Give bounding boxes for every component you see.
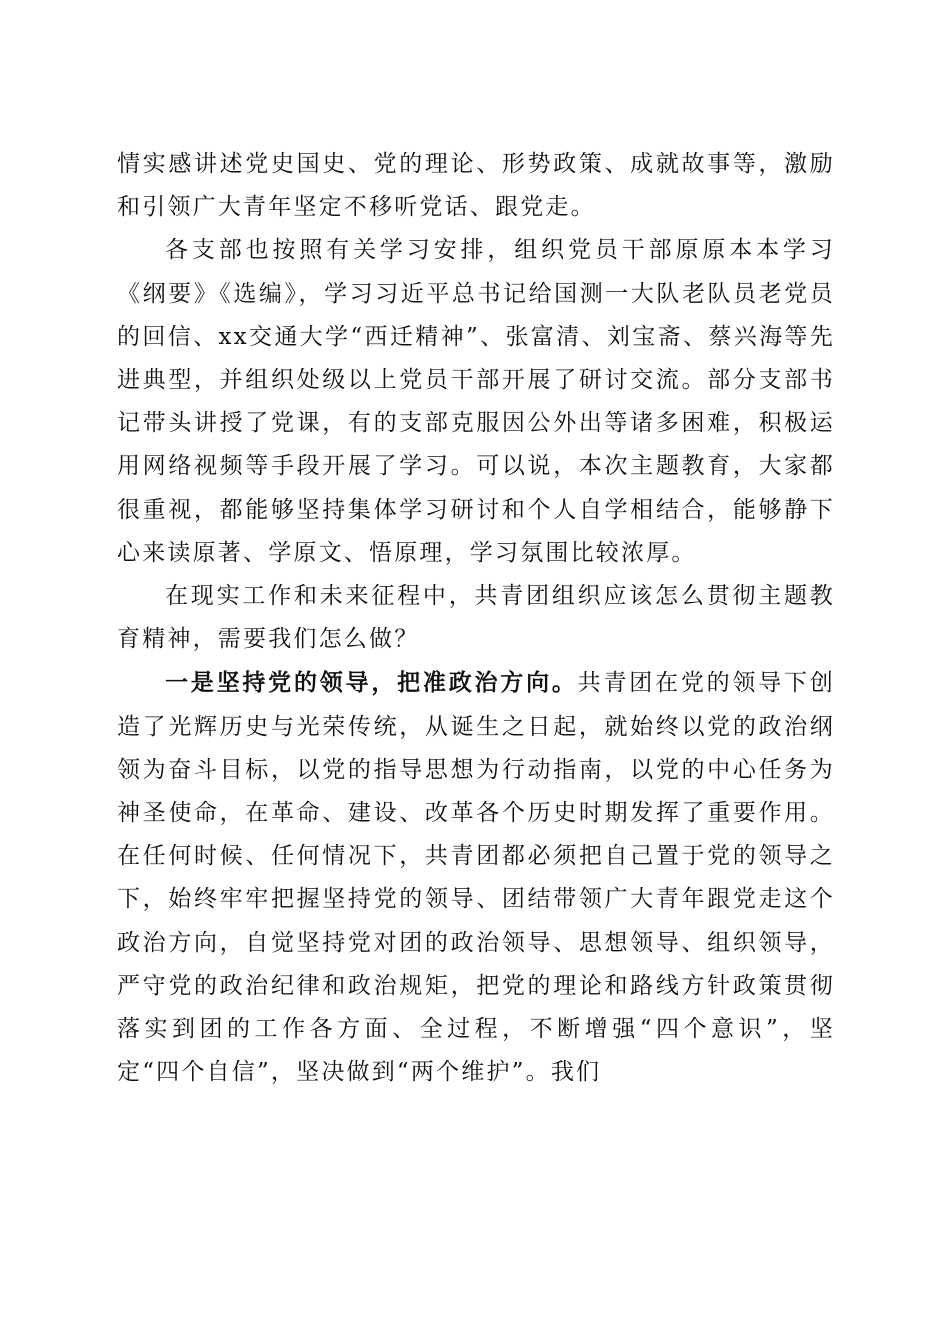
paragraph-question xyxy=(117,575,835,661)
paragraph-text: 共青团在党的领导下创造了光辉历史与光荣传统，从诞生之日起，就始终以党的政治纲领为奋斗目标，以党的指导思想为行动指南，以党的中心任务为神圣使命，在革命、建设、改革各个历史时期发挥了重要作用。在任何时候、任何情况下，共青团都必须把自己置于党的领导之下，始终牢牢把握坚持党的领导、团结带领广大青年跟党走这个政治方向，自觉坚持党对团的政治领导、思想领导、组织领导，严守党的政治纪律和政治规矩，把党的理论和路线方针政策贯彻落实到团的工作各方面、全过程，不断增强“四个意识”，坚定“四个自信”，坚决做到“两个维护”。我们 xyxy=(117,670,835,1086)
paragraph-text: 情实感讲述党史国史、党的理论、形势政策、成就故事等，激励和引领广大青年坚定不移听党话、跟党走。 xyxy=(117,151,835,221)
document-body xyxy=(117,143,835,1094)
paragraph-text: 在现实工作和未来征程中，共青团组织应该怎么贯彻主题教育精神，需要我们怎么做？ xyxy=(117,583,835,653)
paragraph-intro-continuation xyxy=(117,143,835,229)
paragraph-lead-heading: 一是坚持党的领导，把准政治方向。 xyxy=(165,669,578,697)
paragraph-point-one xyxy=(117,661,835,1094)
paragraph-branch-study xyxy=(117,229,835,575)
paragraph-text: 各支部也按照有关学习安排，组织党员干部原原本本学习《纲要》《选编》，学习习近平总书记给国测一大队老队员老党员的回信、xx交通大学“西迁精神”、张富清、刘宝斋、蔡兴海等先进典型，并组织处级以上党员干部开展了研讨交流。部分支部书记带头讲授了党课，有的支部克服因公外出等诸多困难，积极运用网络视频等手段开展了学习。可以说，本次主题教育，大家都很重视，都能够坚持集体学习研讨和个人自学相结合，能够静下心来读原著、学原文、悟原理，学习氛围比较浓厚。 xyxy=(117,237,835,566)
